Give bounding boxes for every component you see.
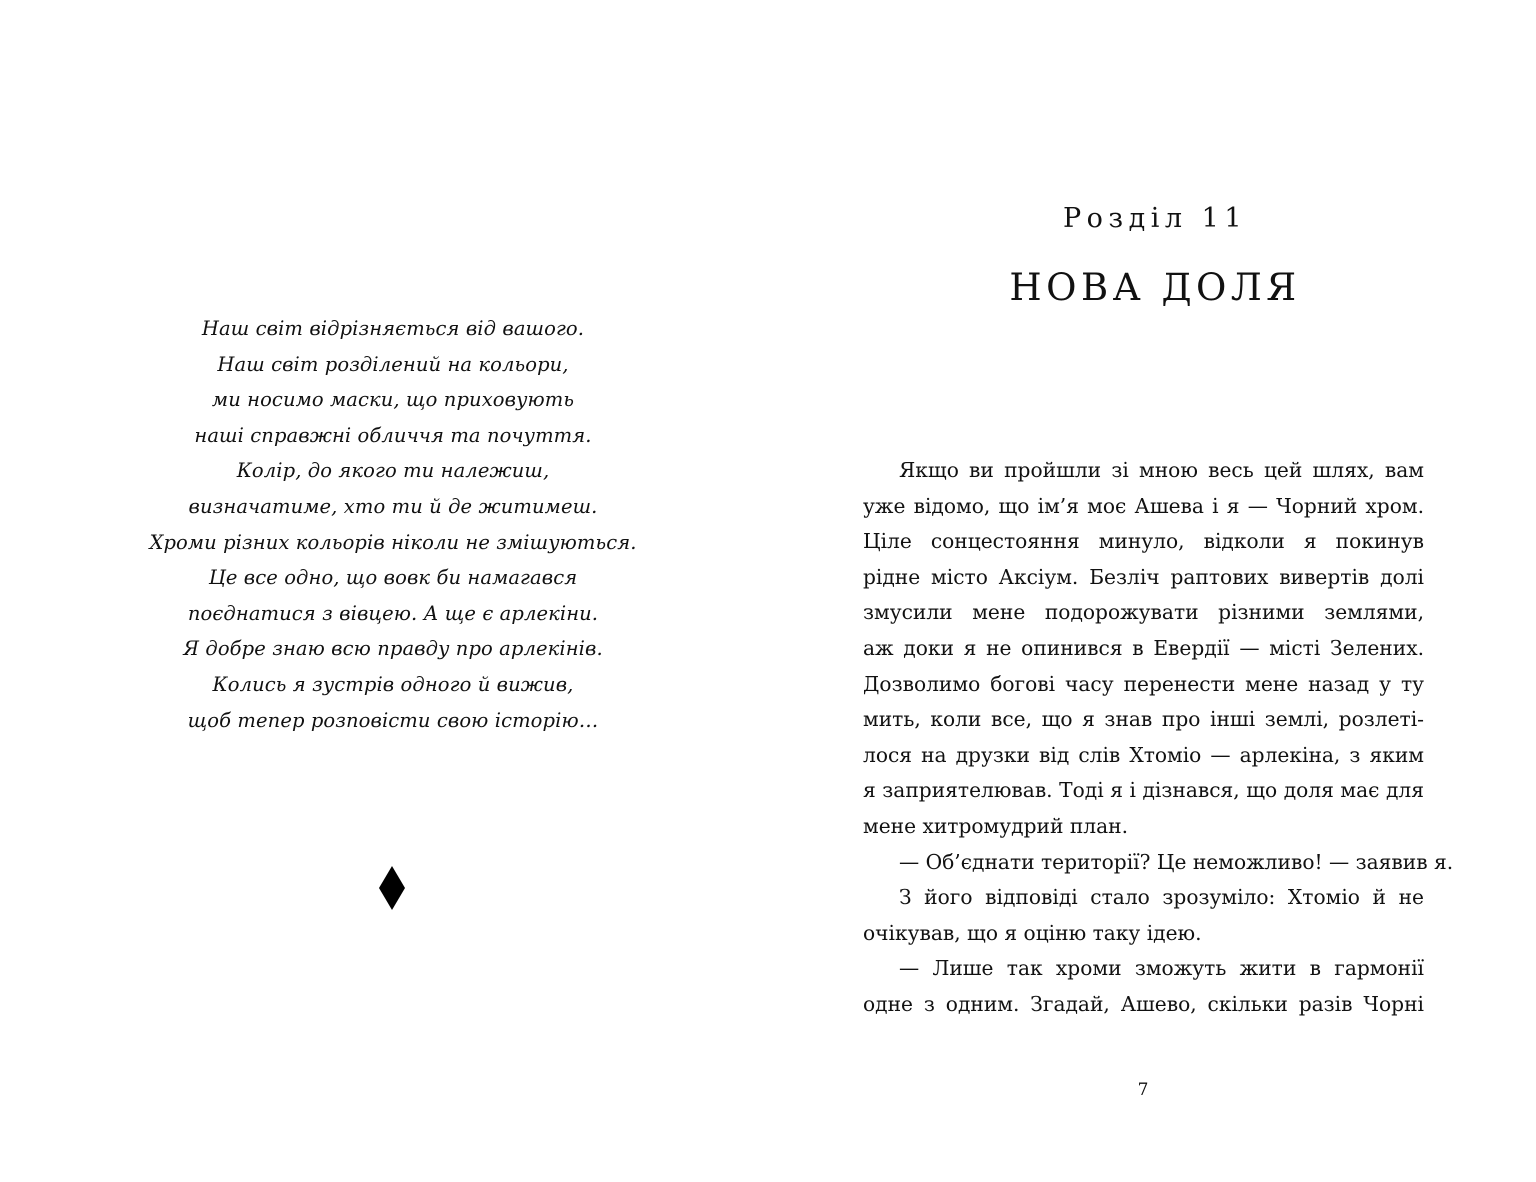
epigraph-line: Я добре знаю всю правду про арлекінів. (183, 637, 603, 661)
epigraph-line: Колір, до якого ти належиш, (236, 459, 550, 483)
body-line: З його відповіді стало зрозуміло: Хтоміо й не (899, 885, 1424, 910)
epigraph-line: Це все одно, що вовк би намагався (208, 566, 578, 590)
body-line: уже відомо, що ім’я моє Ашева і я — Чорний хром. (863, 493, 1424, 518)
body-line: рідне місто Аксіум. Безліч раптових вивертів долі (863, 564, 1424, 589)
epigraph-line: визначатиме, хто ти й де житимеш. (188, 494, 598, 518)
diamond-icon (379, 866, 405, 910)
page-number: 7 (1137, 1080, 1149, 1100)
body-line: Дозволимо богові часу перенести мене назад у ту (863, 671, 1424, 696)
epigraph-line: Наш світ розділений на кольори, (217, 352, 569, 376)
body-line: лося на друзки від слів Хтоміо — арлекіна, з яким (863, 742, 1424, 767)
body-line: аж доки я не опинився в Евердії — місті Зелених. (863, 635, 1424, 660)
chapter-label: Розділ 11 (1063, 203, 1247, 234)
epigraph-line: Наш світ відрізняється від вашого. (201, 317, 585, 340)
epigraph-line: Хроми різних кольорів ніколи не змішуються. (149, 530, 637, 554)
body-line: одне з одним. Згадай, Ашево, скільки разів Чорні (863, 991, 1424, 1016)
body-line: мене хитромудрий план. (863, 813, 1129, 838)
chapter-title: НОВА ДОЛЯ (1009, 266, 1301, 309)
epigraph-line: Колись я зустрів одного й вижив, (212, 672, 574, 696)
epigraph-line: поєднатися з вівцею. А ще є арлекіни. (187, 601, 599, 625)
epigraph-line: наші справжні обличчя та почуття. (194, 423, 592, 447)
chapter-body (863, 453, 1454, 1023)
body-line: — Лише так хроми зможуть жити в гармонії (899, 956, 1424, 981)
body-line: мить, коли все, що я знав про інші землі, розлеті- (863, 707, 1424, 732)
right-page (768, 0, 1536, 1182)
epigraph-line: щоб тепер розповісти свою історію… (187, 708, 599, 732)
epigraph (0, 311, 786, 738)
body-line: — Об’єднати території? Це неможливо! — заявив я. (899, 849, 1454, 874)
epigraph-line: ми носимо маски, що приховують (211, 388, 575, 412)
body-line: змусили мене подорожувати різними землями, (863, 600, 1424, 625)
body-line: Якщо ви пройшли зі мною весь цей шлях, вам (899, 458, 1424, 482)
body-line: Ціле сонцестояння минуло, відколи я покинув (863, 529, 1424, 554)
body-line: я заприятелював. Тоді я і дізнався, що доля має для (863, 778, 1424, 803)
body-line: очікував, що я оціню таку ідею. (863, 920, 1202, 945)
